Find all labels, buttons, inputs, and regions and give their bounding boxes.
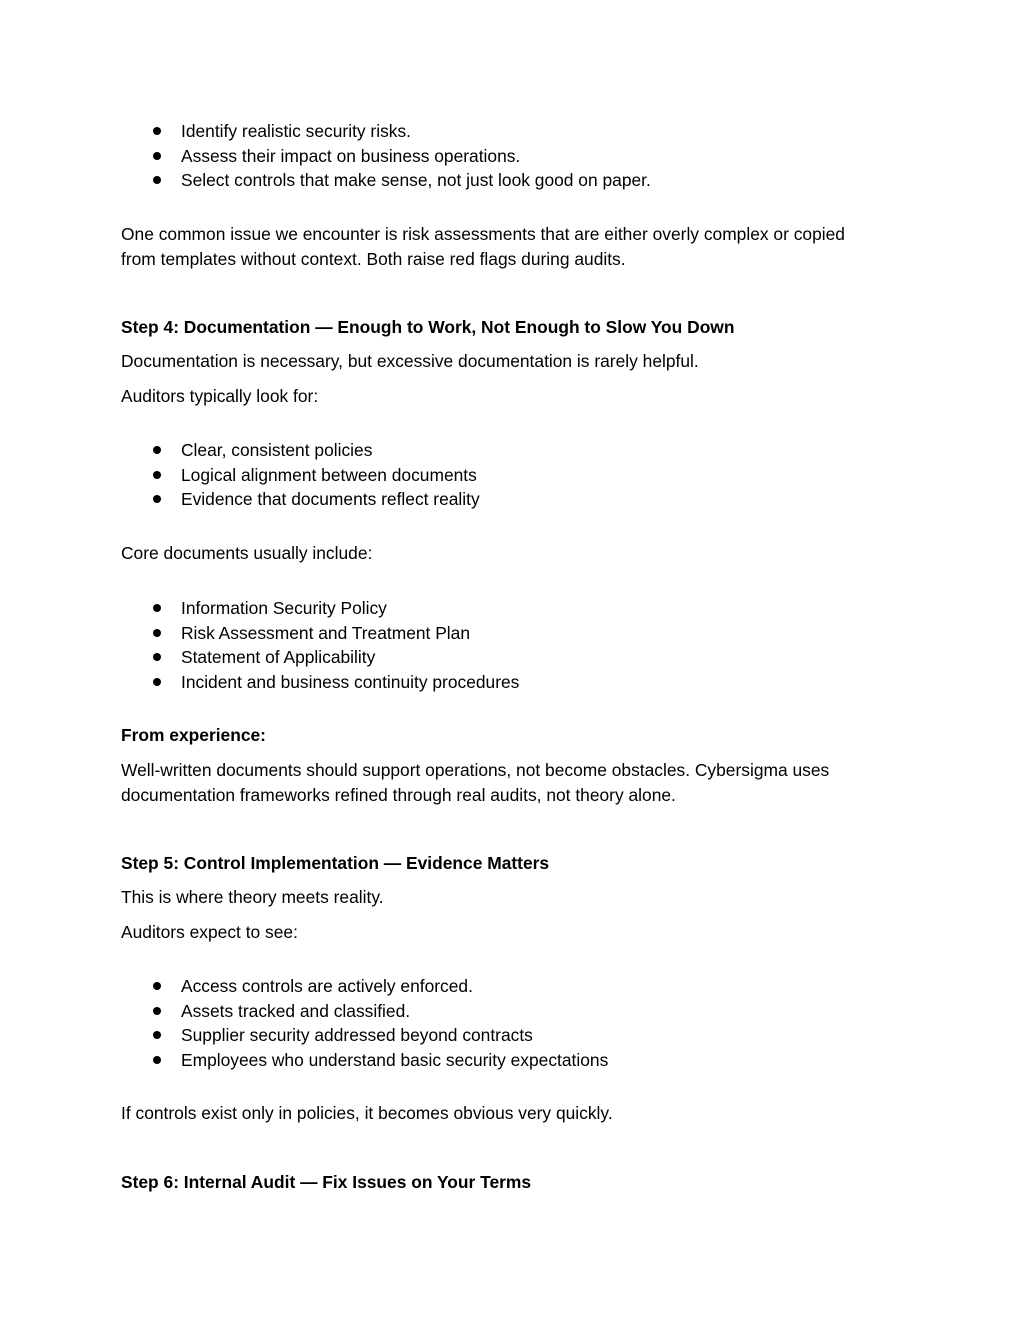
step4-look-for-intro: Auditors typically look for: xyxy=(121,386,319,406)
bullet-icon xyxy=(153,176,161,184)
bullet-icon xyxy=(153,446,161,454)
experience-heading: From experience: xyxy=(121,725,266,745)
intro-paragraph xyxy=(121,222,845,271)
list-item-text: Risk Assessment and Treatment Plan xyxy=(181,622,471,643)
list-item-text: Access controls are actively enforced. xyxy=(181,976,473,996)
bullet-icon xyxy=(153,127,161,135)
bullet-icon xyxy=(153,495,161,503)
bullet-icon xyxy=(153,653,161,661)
list-item-text: Select controls that make sense, not just look good on paper. xyxy=(181,170,651,190)
bullet-icon xyxy=(153,678,161,686)
step5-heading: Step 5: Control Implementation — Evidence Matters xyxy=(121,853,550,873)
list-item-text: Supplier security addressed beyond contracts xyxy=(181,1025,533,1045)
core-docs-intro: Core documents usually include: xyxy=(121,543,373,563)
step4-paragraph: Documentation is necessary, but excessive documentation is rarely helpful. xyxy=(121,351,699,371)
bullet-icon xyxy=(153,604,161,612)
list-item-text: Assess their impact on business operations. xyxy=(181,145,521,166)
list-item-text: Clear, consistent policies xyxy=(181,440,373,460)
list-item-text: Statement of Applicability xyxy=(181,647,376,667)
paragraph-line: One common issue we encounter is risk assessments that are either overly complex or copied xyxy=(121,224,845,244)
bullet-icon xyxy=(153,629,161,637)
experience-paragraph xyxy=(121,758,829,807)
list-item-text: Incident and business continuity procedures xyxy=(181,671,520,692)
step5-expect-intro: Auditors expect to see: xyxy=(121,922,298,942)
list-item-text: Logical alignment between documents xyxy=(181,464,477,485)
bullet-icon xyxy=(153,152,161,160)
list-item-text: Information Security Policy xyxy=(181,598,387,618)
bullet-icon xyxy=(153,982,161,990)
paragraph-line: Well-written documents should support operations, not become obstacles. Cybersigma uses xyxy=(121,760,830,780)
list-item-text: Identify realistic security risks. xyxy=(181,121,412,141)
list-item-text: Evidence that documents reflect reality xyxy=(181,489,480,509)
step5-paragraph: This is where theory meets reality. xyxy=(121,887,384,907)
step4-heading: Step 4: Documentation — Enough to Work, Not Enough to Slow You Down xyxy=(121,317,735,337)
bullet-icon xyxy=(153,471,161,479)
step5-closing: If controls exist only in policies, it becomes obvious very quickly. xyxy=(121,1103,613,1123)
bullet-icon xyxy=(153,1007,161,1015)
step6-heading: Step 6: Internal Audit — Fix Issues on Your Terms xyxy=(121,1172,532,1192)
paragraph-line: documentation frameworks refined through real audits, not theory alone. xyxy=(121,784,676,805)
paragraph-line: from templates without context. Both raise red flags during audits. xyxy=(121,248,626,269)
list-item-text: Assets tracked and classified. xyxy=(181,1000,411,1021)
bullet-icon xyxy=(153,1031,161,1039)
list-item-text: Employees who understand basic security expectations xyxy=(181,1049,609,1070)
bullet-icon xyxy=(153,1056,161,1064)
